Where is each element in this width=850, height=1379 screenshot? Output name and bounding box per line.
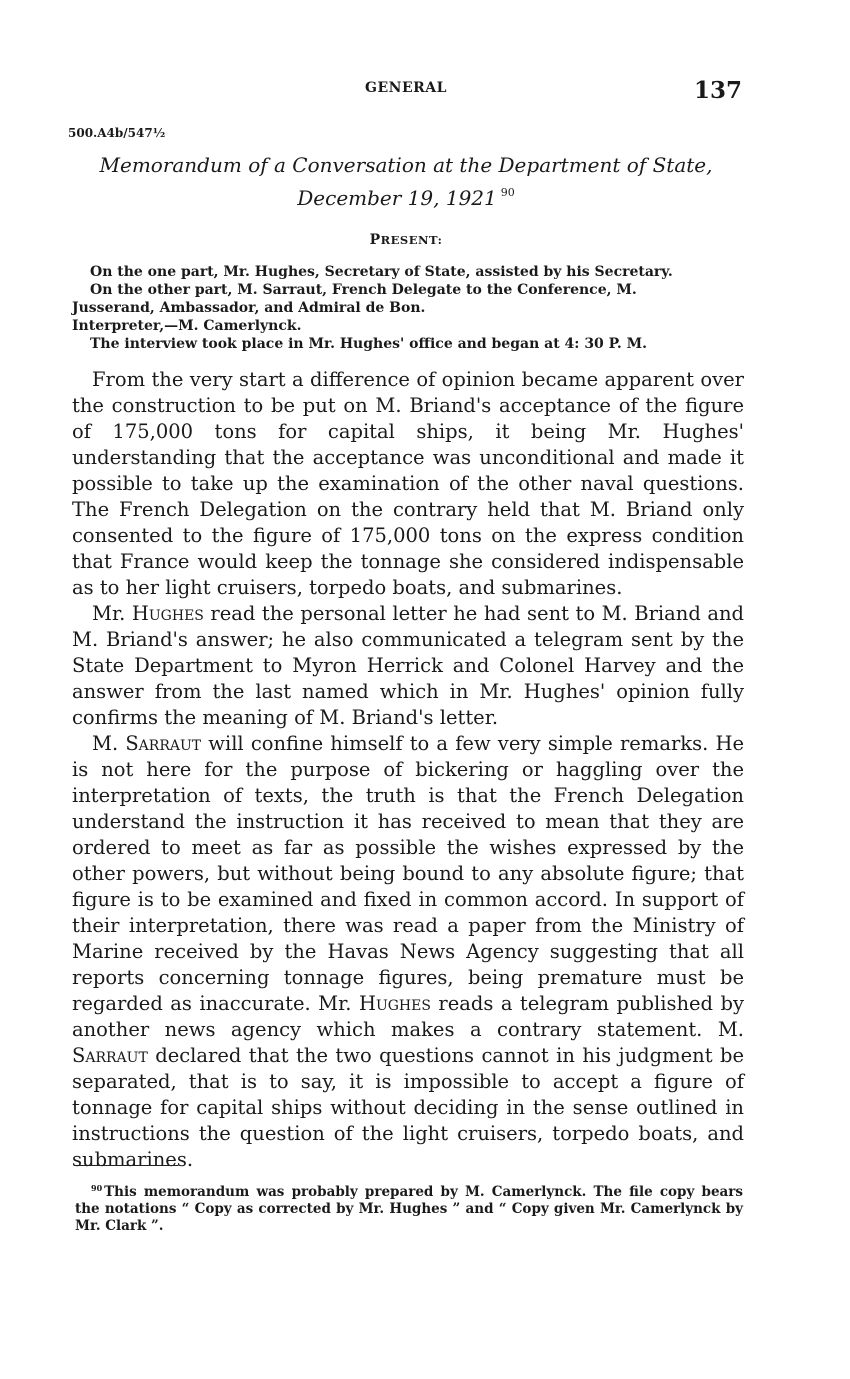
p2-text: read the personal letter he had sent to M. Briand and M. Briand's answer; he also communicated a telegram sent by the State Department to Myron Herrick and Colonel Harvey and the answer from the last named which in Mr. Hughes' opinion fully confirms the meaning of M. Briand's letter. [72, 602, 744, 729]
attendees-line-4: Interpreter,—M. Camerlynck. [72, 318, 302, 334]
document-title [70, 151, 742, 212]
present-label-colon: : [437, 233, 443, 247]
title-footnote-ref: 90 [500, 186, 515, 199]
attendees-line-1: On the one part, Mr. Hughes, Secretary of State, assisted by his Secretary. [90, 264, 673, 280]
present-label [0, 232, 812, 248]
p3-speaker-name-1: Sarraut [125, 732, 202, 755]
attendees-block [72, 263, 742, 353]
footnote [75, 1180, 743, 1235]
body-paragraph-1: From the very start a difference of opinion became apparent over the construction to be put on M. Briand's acceptance of the figure of 175,000 tons for capital ships, it being Mr. Hughes' understanding that the acceptance was unconditional and made it possible to take up the examination of the other naval questions. The French Delegation on the contrary held that M. Briand only consented to the figure of 175,000 tons on the express condition that France would keep the tonnage she considered indispensable as to her light cruisers, torpedo boats, and submarines. [72, 368, 744, 599]
memorandum-body [72, 367, 744, 1173]
p3-text-2: reads a telegram published by another news agency which makes a contrary statement. M. [72, 992, 744, 1041]
p3-text-3: declared that the two questions cannot in his judgment be separated, that is to say, it is impossible to accept a figure of tonnage for capital ships without deciding in the sense outlined in instructions the question of the light cruisers, torpedo boats, and submarines. [72, 1044, 744, 1171]
footnote-marker: 90 [91, 1183, 103, 1193]
title-date: December 19, 1921 [297, 186, 497, 210]
attendees-line-5: The interview took place in Mr. Hughes' office and began at 4: 30 P. M. [90, 336, 647, 352]
present-label-initial: P [369, 232, 381, 248]
title-line-2 [70, 179, 742, 212]
title-line-1: Memorandum of a Conversation at the Department of State, [99, 153, 713, 177]
p3-prefix: M. [92, 732, 126, 755]
footnote-divider [74, 1165, 178, 1166]
p2-speaker-name: Hughes [131, 602, 204, 625]
present-label-rest: RESENT [380, 233, 438, 247]
body-paragraph-3 [72, 731, 744, 1173]
p2-prefix: Mr. [92, 602, 132, 625]
running-title: GENERAL [365, 80, 447, 96]
p3-speaker-name-2: Hughes [358, 992, 431, 1015]
body-paragraph-2 [72, 601, 744, 731]
p3-speaker-name-3: Sarraut [72, 1044, 148, 1067]
file-number: 500.A4b/547½ [68, 126, 166, 140]
footnote-text: This memorandum was probably prepared by M. Camerlynck. The file copy bears the notations “ Copy as corrected by Mr. Hughes ” and “ Copy given Mr. Camerlynck by Mr. Clark ”. [75, 1184, 743, 1234]
page-number: 137 [693, 77, 742, 104]
attendees-line-2: On the other part, M. Sarraut, French Delegate to the Conference, M. [90, 282, 637, 298]
p3-text-1: will confine himself to a few very simple remarks. He is not here for the purpose of bickering or haggling over the interpretation of texts, the truth is that the French Delegation understand the instruction it has received to mean that they are ordered to meet as far as possible the wishes expressed by the other powers, but without being bound to any absolute figure; that figure is to be examined and fixed in common accord. In support of their interpretation, there was read a paper from the Ministry of Marine received by the Havas News Agency suggesting that all reports concerning tonnage figures, being premature must be regarded as inaccurate. Mr. [72, 732, 744, 1015]
attendees-line-3: Jusserand, Ambassador, and Admiral de Bon. [72, 300, 426, 316]
